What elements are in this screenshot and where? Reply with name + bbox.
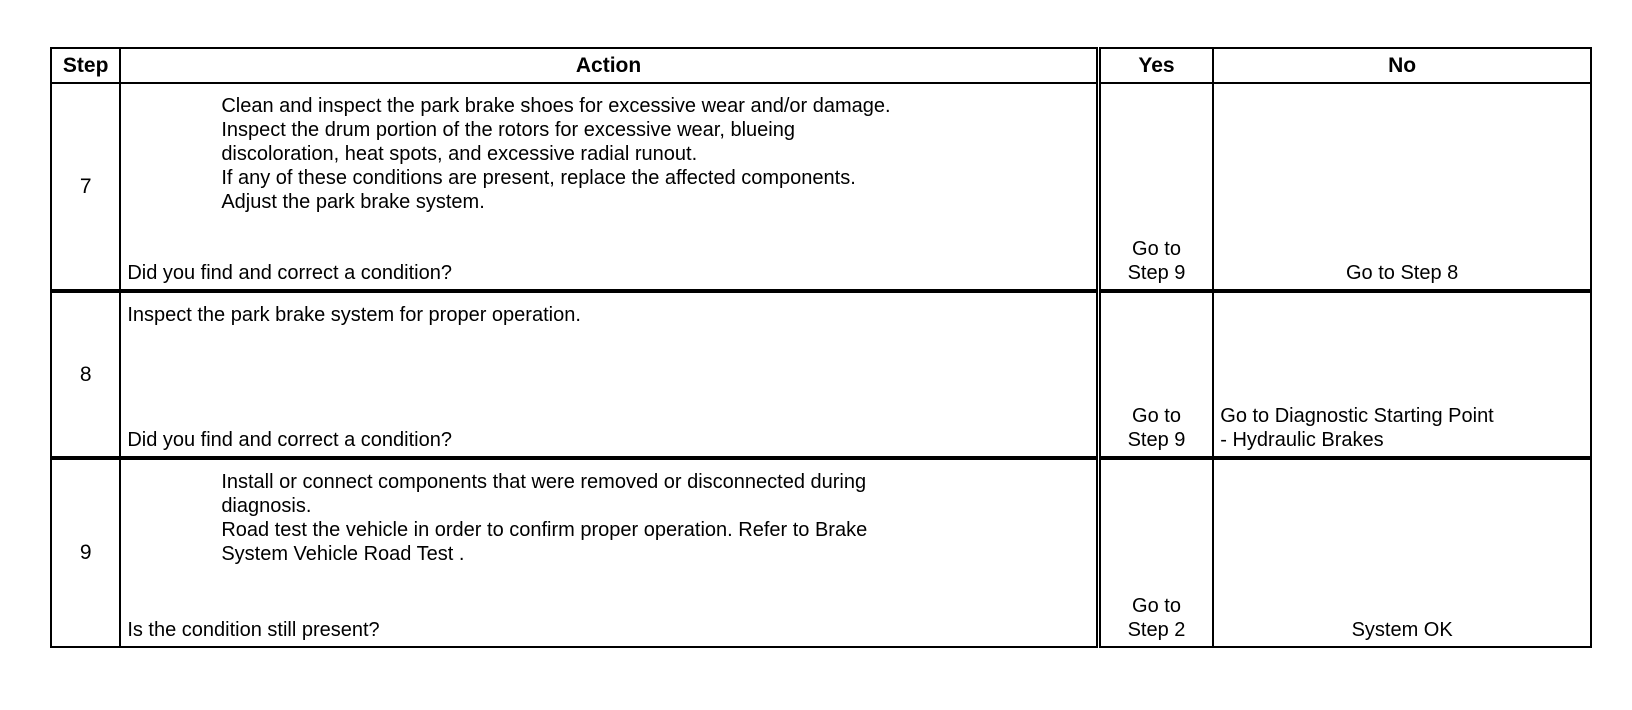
action-cell <box>120 291 1098 458</box>
no-outcome <box>1214 618 1590 642</box>
yes-cell <box>1098 83 1213 291</box>
table-row <box>51 83 1591 291</box>
yes-line: Go to <box>1132 595 1181 617</box>
yes-line: Step 9 <box>1127 429 1186 451</box>
header-action: Action <box>120 48 1098 83</box>
header-row <box>51 48 1591 83</box>
no-line: Go to Diagnostic Starting Point <box>1220 405 1494 427</box>
action-line: Inspect the park brake system for proper operation. <box>127 304 581 326</box>
no-cell <box>1213 458 1591 647</box>
action-line: Road test the vehicle in order to confirm proper operation. Refer to Brake <box>221 519 868 541</box>
yes-cell <box>1098 458 1213 647</box>
action-text <box>221 94 1081 214</box>
yes-line: Go to <box>1132 238 1181 260</box>
action-line: Install or connect components that were removed or disconnected during <box>221 471 867 493</box>
yes-cell <box>1098 291 1213 458</box>
yes-outcome <box>1101 404 1213 452</box>
action-cell <box>120 458 1098 647</box>
yes-outcome <box>1101 594 1213 642</box>
no-cell <box>1213 83 1591 291</box>
header-step: Step <box>51 48 120 83</box>
action-question: Is the condition still present? <box>127 619 380 641</box>
no-line: Go to Step 8 <box>1345 262 1459 284</box>
yes-line: Go to <box>1132 405 1181 427</box>
action-line: discoloration, heat spots, and excessive radial runout. <box>221 143 698 165</box>
no-outcome <box>1214 261 1590 285</box>
action-line: System Vehicle Road Test . <box>221 543 465 565</box>
no-line: System OK <box>1351 619 1453 641</box>
step-number: 7 <box>51 83 120 291</box>
table-row <box>51 458 1591 647</box>
header-yes: Yes <box>1098 48 1213 83</box>
action-text <box>127 303 1081 327</box>
header-no: No <box>1213 48 1591 83</box>
action-line: If any of these conditions are present, replace the affected components. <box>221 167 856 189</box>
action-text <box>221 470 1081 566</box>
action-line: Clean and inspect the park brake shoes for excessive wear and/or damage. <box>221 95 891 117</box>
no-line: - Hydraulic Brakes <box>1220 429 1384 451</box>
no-outcome <box>1220 404 1590 452</box>
action-question: Did you find and correct a condition? <box>127 429 452 451</box>
yes-outcome <box>1101 237 1213 285</box>
no-cell <box>1213 291 1591 458</box>
yes-line: Step 9 <box>1127 262 1186 284</box>
action-line: diagnosis. <box>221 495 312 517</box>
yes-line: Step 2 <box>1127 619 1186 641</box>
step-number: 8 <box>51 291 120 458</box>
action-line: Adjust the park brake system. <box>221 191 485 213</box>
action-line: Inspect the drum portion of the rotors for excessive wear, blueing <box>221 119 795 141</box>
step-number: 9 <box>51 458 120 647</box>
diagnostic-table <box>50 47 1592 648</box>
action-cell <box>120 83 1098 291</box>
action-question: Did you find and correct a condition? <box>127 262 452 284</box>
table-row <box>51 291 1591 458</box>
